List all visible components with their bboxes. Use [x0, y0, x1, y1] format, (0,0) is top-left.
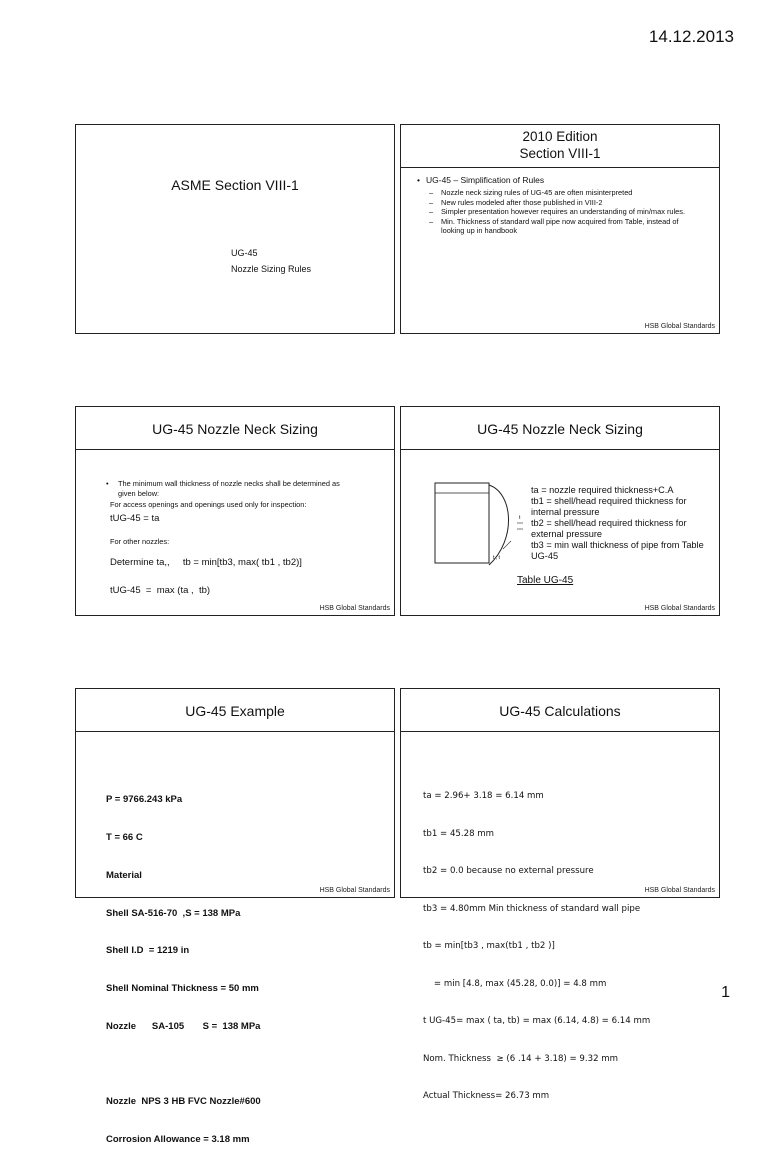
- calc-line: Nom. Thickness ≥ (6 .14 + 3.18) = 9.32 mm: [423, 1053, 619, 1064]
- example-line: Shell I.D = 1219 in: [106, 945, 190, 957]
- title-divider: [401, 449, 719, 450]
- other-nozzles-text: For other nozzles:: [110, 537, 170, 546]
- slide-title: UG-45 Nozzle Neck Sizing: [152, 421, 318, 437]
- example-line: Nozzle SA-105 S = 138 MPa: [106, 1020, 261, 1032]
- title-line-edition: 2010 Edition: [522, 129, 598, 144]
- slide-title: UG-45 Calculations: [499, 703, 621, 719]
- example-line: Material: [106, 869, 142, 881]
- logo-text: HSB Global Standards: [319, 887, 390, 894]
- calculation-lines: [423, 765, 650, 1128]
- bullet-text: The minimum wall thickness of nozzle necks shall be determined as given below:: [118, 479, 340, 498]
- diagram-label-tb: t , t: [493, 555, 500, 561]
- definition-ta: ta = nozzle required thickness+C.A: [531, 485, 674, 495]
- hsb-logo: [645, 323, 715, 330]
- title-divider: [76, 731, 394, 732]
- example-line: T = 66 C: [106, 831, 143, 843]
- hsb-logo: [320, 887, 390, 894]
- nozzle-body: [435, 483, 489, 563]
- slide-title: UG-45 Nozzle Neck Sizing: [477, 421, 643, 437]
- calc-line: Actual Thickness= 26.73 mm: [423, 1091, 550, 1101]
- hsb-logo: [320, 605, 390, 612]
- title-divider: [401, 731, 719, 732]
- dash-text: Nozzle neck sizing rules of UG-45 are often misinterpreted: [441, 188, 633, 197]
- print-date: 14.12.2013: [648, 27, 734, 46]
- example-values: [106, 769, 261, 1172]
- calc-line: t UG-45= max ( ta, tb) = max (6.14, 4.8) = 6.14 mm: [423, 1016, 651, 1026]
- dash-item: – New rules modeled after those published in VIII-2: [429, 197, 603, 207]
- slide-title: [401, 128, 719, 162]
- definition-tb2: tb2 = shell/head required thickness for external pressure: [531, 518, 687, 539]
- formula-ug45-max: tUG-45 = max (ta , tb): [110, 585, 211, 596]
- table-ug45-link[interactable]: Table UG-45: [517, 575, 574, 586]
- logo-text: HSB Global Standards: [319, 605, 390, 612]
- bullet-item: • The minimum wall thickness of nozzle necks shall be determined as given below:: [106, 479, 356, 498]
- example-line: Nozzle NPS 3 HB FVC Nozzle#600: [106, 1096, 261, 1108]
- calc-line: = min [4.8, max (45.28, 0.0)] = 4.8 mm: [423, 978, 607, 989]
- slide-title: ASME Section VIII-1: [171, 177, 299, 193]
- slide-nozzle-neck-diagram: [400, 406, 720, 616]
- bullet-text: UG-45 – Simplification of Rules: [425, 175, 545, 185]
- dash-item: – Nozzle neck sizing rules of UG-45 are often misinterpreted: [429, 188, 633, 197]
- calc-line: tb1 = 45.28 mm: [423, 828, 495, 839]
- example-line: Shell Nominal Thickness = 50 mm: [106, 983, 259, 995]
- slide-ug45-calculations: [400, 688, 720, 1101]
- title-divider: [76, 449, 394, 450]
- definition-tb1: tb1 = shell/head required thickness for internal pressure: [531, 496, 687, 517]
- slide-title: UG-45 Example: [185, 703, 285, 719]
- dash-item: – Min. Thickness of standard wall pipe now acquired from Table, instead of looking up in handbook: [429, 217, 689, 236]
- calc-line: tb = min[tb3 , max(tb1 , tb2 )]: [423, 941, 555, 951]
- dash-text: Simpler presentation however requires an understanding of min/max rules.: [441, 207, 686, 216]
- hsb-logo: [645, 605, 715, 612]
- example-line: P = 9766.243 kPa: [106, 794, 183, 806]
- calc-line: tb3 = 4.80mm Min thickness of standard wall pipe: [423, 903, 641, 914]
- bullet-item: • UG-45 – Simplification of Rules: [417, 175, 545, 185]
- logo-text: HSB Global Standards: [644, 887, 715, 894]
- calc-line: ta = 2.96+ 3.18 = 6.14 mm: [423, 791, 544, 801]
- title-line-section: Section VIII-1: [519, 146, 601, 161]
- diagram-label-t: t: [519, 515, 521, 521]
- dash-list: [429, 188, 689, 236]
- page-number: 1: [721, 984, 730, 1001]
- title-divider: [401, 167, 719, 168]
- dash-text: New rules modeled after those published in VIII-2: [441, 197, 603, 207]
- logo-text: HSB Global Standards: [644, 323, 715, 330]
- slide-ug45-example: [75, 688, 395, 1146]
- dash-text: Min. Thickness of standard wall pipe now acquired from Table, instead of looking up in handbook: [441, 216, 679, 235]
- slide-subtitle: [231, 245, 311, 277]
- subtitle-line-nozzle-rules: Nozzle Sizing Rules: [231, 264, 312, 274]
- slide-asme-section: [75, 124, 395, 334]
- slide-2010-edition: [400, 124, 720, 334]
- shell-curve: [489, 485, 509, 565]
- definition-tb3: tb3 = min wall thickness of pipe from Table UG-45: [531, 540, 704, 561]
- hsb-logo: [645, 887, 715, 894]
- example-line: Shell SA-516-70 ,S = 138 MPa: [106, 907, 241, 919]
- formula-determine: Determine ta,, tb = min[tb3, max( tb1 , tb2)]: [110, 557, 302, 568]
- definition-list: [531, 485, 711, 562]
- logo-text: HSB Global Standards: [644, 605, 715, 612]
- slide-nozzle-neck-sizing-rules: [75, 406, 395, 616]
- access-text: For access openings and openings used only for inspection:: [110, 500, 307, 509]
- calc-line: tb2 = 0.0 because no external pressure: [423, 866, 594, 876]
- example-spacer: [106, 1059, 261, 1072]
- dash-item: – Simpler presentation however requires an understanding of min/max rules.: [429, 207, 686, 216]
- formula-ug45-access: tUG-45 = ta: [110, 513, 160, 524]
- subtitle-line-ug45: UG-45: [231, 248, 258, 258]
- nozzle-diagram: [433, 479, 529, 569]
- example-line: Corrosion Allowance = 3.18 mm: [106, 1134, 250, 1146]
